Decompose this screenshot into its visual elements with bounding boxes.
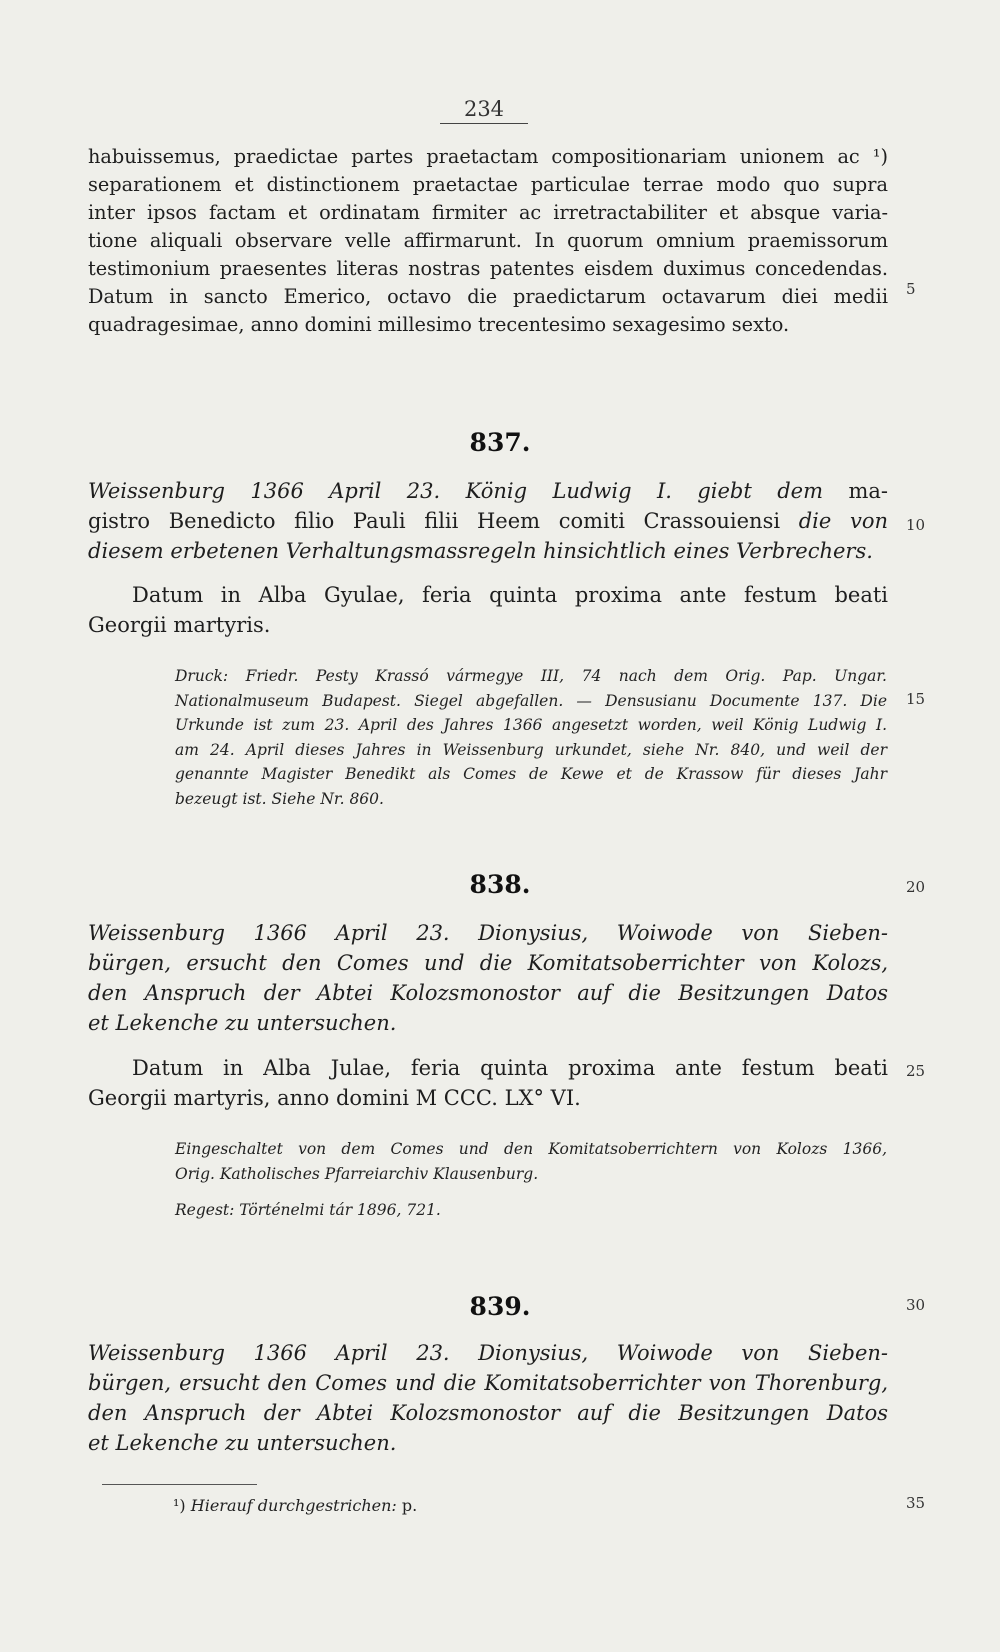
note-line: Nationalmuseum Budapest. Siegel abgefallen. — Densusianu Documente 137. Die — [175, 691, 887, 710]
note-line: Urkunde ist zum 23. April des Jahres 1366 angesetzt worden, weil König Ludwig I. — [175, 716, 887, 734]
margin-line-number: 25 — [906, 1062, 926, 1080]
top-paragraph — [88, 143, 888, 339]
heading-line: et Lekenche zu untersuchen. — [88, 1431, 397, 1455]
datum-line: Georgii martyris. — [88, 613, 271, 637]
heading-line: bürgen, ersucht den Comes und die Komitatsoberrichter von Kolozs, — [88, 951, 888, 975]
datum-line: Datum in Alba Gyulae, feria quinta proxima ante festum beati — [132, 583, 888, 607]
heading-line: Weissenburg 1366 April 23. Dionysius, Woiwode von Sieben- — [88, 1341, 888, 1365]
text-line: Datum in sancto Emerico, octavo die praedictarum octavarum diei medii — [88, 285, 888, 308]
text-line: quadragesimae, anno domini millesimo trecentesimo sexagesimo sexto. — [88, 313, 790, 336]
regest-line: Regest: Történelmi tár 1896, 721. — [175, 1201, 441, 1219]
datum-line: Datum in Alba Julae, feria quinta proxima ante festum beati — [132, 1056, 888, 1080]
heading-line: Weissenburg 1366 April 23. Dionysius, Woiwode von Sieben- — [88, 921, 888, 945]
margin-line-number: 20 — [906, 878, 926, 896]
document-number-837: 837. — [469, 428, 531, 457]
heading-line — [88, 506, 888, 536]
footnote-rule — [102, 1484, 257, 1485]
footnote-mark: ¹) — [173, 1496, 186, 1515]
note-line: bezeugt ist. Siehe Nr. 860. — [175, 789, 384, 808]
datum-line: Georgii martyris, anno domini M CCC. LX° VI. — [88, 1086, 581, 1110]
note-line: genannte Magister Benedikt als Comes de Kewe et de Krassow für dieses Jahr — [175, 765, 887, 783]
doc837-heading — [88, 476, 888, 566]
heading-italic: die von — [780, 509, 888, 533]
text-line: habuissemus, praedictae partes praetactam compositionariam unionem ac ¹) — [88, 145, 888, 168]
footnote-text: Hierauf durchgestrichen: — [190, 1496, 397, 1515]
text-line: inter ipsos factam et ordinatam firmiter ac irretractabiliter et absque varia- — [88, 201, 888, 224]
heading-roman: ma- — [823, 479, 888, 503]
doc838-heading — [88, 918, 888, 1038]
note-line: Druck: Friedr. Pesty Krassó vármegye III, 74 nach dem Orig. Pap. Ungar. — [175, 667, 887, 685]
margin-line-number: 10 — [906, 516, 926, 534]
doc837-note — [175, 664, 887, 811]
text-line: separationem et distinctionem praetactae particulae terrae modo quo supra — [88, 173, 888, 196]
note-line: am 24. April dieses Jahres in Weissenburg urkundet, siehe Nr. 840, und weil der — [175, 740, 887, 759]
heading-line: bürgen, ersucht den Comes und die Komitatsoberrichter von Thorenburg, — [88, 1371, 888, 1395]
heading-line — [88, 476, 888, 506]
document-number-838: 838. — [469, 870, 531, 899]
margin-line-number: 5 — [906, 280, 916, 298]
heading-line: den Anspruch der Abtei Kolozsmonostor auf die Besitzungen Datos — [88, 981, 888, 1005]
document-number-839: 839. — [469, 1292, 531, 1321]
heading-line: et Lekenche zu untersuchen. — [88, 1011, 397, 1035]
heading-line: den Anspruch der Abtei Kolozsmonostor auf die Besitzungen Datos — [88, 1401, 888, 1425]
doc838-datum — [88, 1053, 888, 1113]
note-line: Orig. Katholisches Pfarreiarchiv Klausenburg. — [175, 1164, 539, 1183]
doc838-note — [175, 1137, 887, 1186]
footnote — [173, 1496, 417, 1515]
heading-italic: Weissenburg 1366 April 23. König Ludwig I. giebt dem — [88, 479, 824, 503]
doc838-regest — [175, 1198, 887, 1223]
margin-line-number: 35 — [906, 1494, 926, 1512]
page-number: 234 — [440, 97, 528, 124]
heading-line: diesem erbetenen Verhaltungsmassregeln hinsichtlich eines Verbrechers. — [88, 539, 873, 563]
footnote-roman: p. — [401, 1496, 418, 1515]
margin-line-number: 30 — [906, 1296, 926, 1314]
text-line: testimonium praesentes literas nostras patentes eisdem duximus concedendas. — [88, 257, 888, 280]
heading-roman: gistro Benedicto filio Pauli filii Heem comiti Crassouiensi — [88, 509, 781, 533]
margin-line-number: 15 — [906, 690, 926, 708]
doc839-heading — [88, 1338, 888, 1458]
note-line: Eingeschaltet von dem Comes und den Komitatsoberrichtern von Kolozs 1366, — [175, 1140, 887, 1158]
doc837-datum — [88, 580, 888, 640]
text-line: tione aliquali observare velle affirmarunt. In quorum omnium praemissorum — [88, 229, 888, 252]
